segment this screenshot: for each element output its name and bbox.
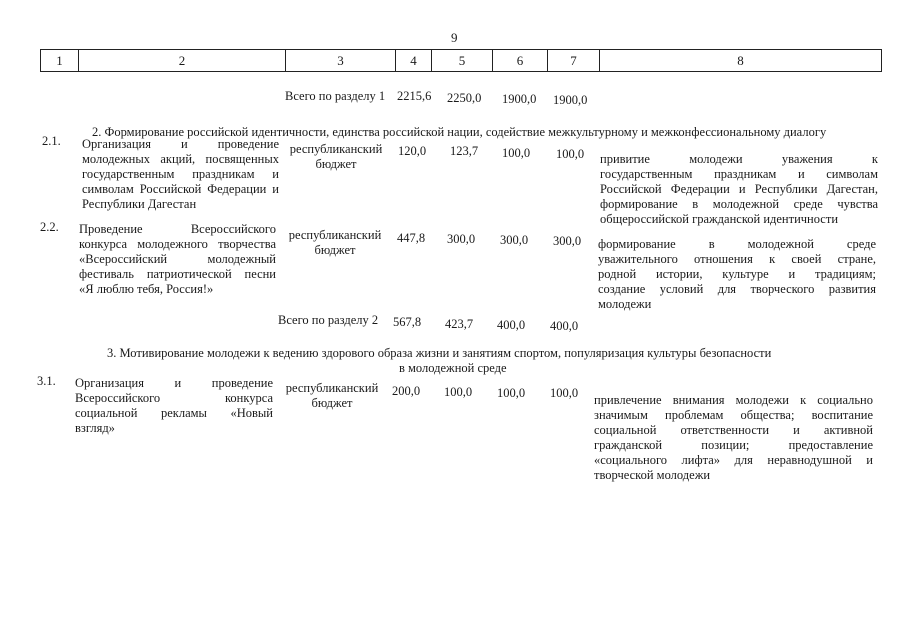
row-3-1-name: Организация и проведение Всероссийского конкурса социальной рекламы «Новый взгляд» (75, 376, 273, 435)
row-3-1-result: привлечение внимания молодежи к социально значимым проблемам общества; воспитание социальной ответственности и активной гражданской позиции; предоставление «социального лифта» для неравнодушной и творческой молодежи (594, 393, 873, 482)
section2-total-v3: 400,0 (497, 318, 526, 332)
row-2-1-v2: 123,7 (450, 144, 479, 158)
row-2-1-v1: 120,0 (398, 144, 427, 158)
section1-total-v3: 1900,0 (502, 92, 537, 106)
column-number-header (40, 49, 882, 72)
row-3-1-number: 3.1. (37, 374, 56, 388)
row-2-2-v3: 300,0 (500, 233, 529, 247)
page-number: 9 (451, 30, 458, 45)
section1-total-label: Всего по разделу 1 (285, 89, 386, 103)
section3-title-line2: в молодежной среде (399, 361, 507, 375)
column-number-3: 3 (286, 50, 396, 71)
column-number-6: 6 (493, 50, 548, 71)
section1-total-v1: 2215,6 (397, 89, 432, 103)
column-number-8: 8 (737, 53, 744, 68)
row-2-2-v2: 300,0 (447, 232, 476, 246)
section2-total-v2: 423,7 (445, 317, 474, 331)
row-3-1-source: республиканский бюджет (285, 381, 379, 410)
row-2-2-name: Проведение Всероссийского конкурса молодежного творчества «Всероссийский молодежный фестиваль патриотической песни «Я люблю тебя, Россия!» (79, 222, 276, 296)
section2-total-label: Всего по разделу 2 (278, 313, 379, 327)
row-3-1-v4: 100,0 (550, 386, 579, 400)
section2-total-v1: 567,8 (393, 315, 422, 329)
row-2-1-result: привитие молодежи уважения к государственным праздникам и символам Российской Федерации и Республики Дагестан, формирование в молодежной среде чувства общероссийской гражданской идентичности (600, 152, 878, 226)
row-2-2-source: республиканский бюджет (288, 228, 382, 257)
row-3-1-v3: 100,0 (497, 386, 526, 400)
row-2-1-number: 2.1. (42, 134, 61, 148)
row-3-1-v2: 100,0 (444, 385, 473, 399)
row-2-1-source: республиканский бюджет (289, 142, 383, 171)
row-2-2-result: формирование в молодежной среде уважительного отношения к своей стране, родной истории, культуре и традициям; создание условий для творческого развития молодежи (598, 237, 876, 311)
row-2-2-v1: 447,8 (397, 231, 426, 245)
section2-total-v4: 400,0 (550, 319, 579, 333)
row-2-2-number: 2.2. (40, 220, 59, 234)
section1-total-v2: 2250,0 (447, 91, 482, 105)
section1-total-v4: 1900,0 (553, 93, 588, 107)
row-2-1-v4: 100,0 (556, 147, 585, 161)
column-number-4: 4 (396, 50, 432, 71)
row-2-1-v3: 100,0 (502, 146, 531, 160)
column-number-5: 5 (432, 50, 493, 71)
section3-title-line1: 3. Мотивирование молодежи к ведению здорового образа жизни и занятиям спортом, популяризация культуры безопасности (107, 346, 772, 360)
column-number-1: 1 (41, 50, 79, 71)
row-2-1-name: Организация и проведение молодежных акций, посвященных государственным праздникам и символам Российской Федерации и Республики Дагестан (82, 137, 279, 211)
row-2-2-v4: 300,0 (553, 234, 582, 248)
row-3-1-v1: 200,0 (392, 384, 421, 398)
column-number-7: 7 (548, 50, 600, 71)
section2-title: 2. Формирование российской идентичности, единства российской нации, содействие межкультурному и межконфессиональному диалогу (92, 125, 827, 139)
column-number-2: 2 (79, 50, 286, 71)
